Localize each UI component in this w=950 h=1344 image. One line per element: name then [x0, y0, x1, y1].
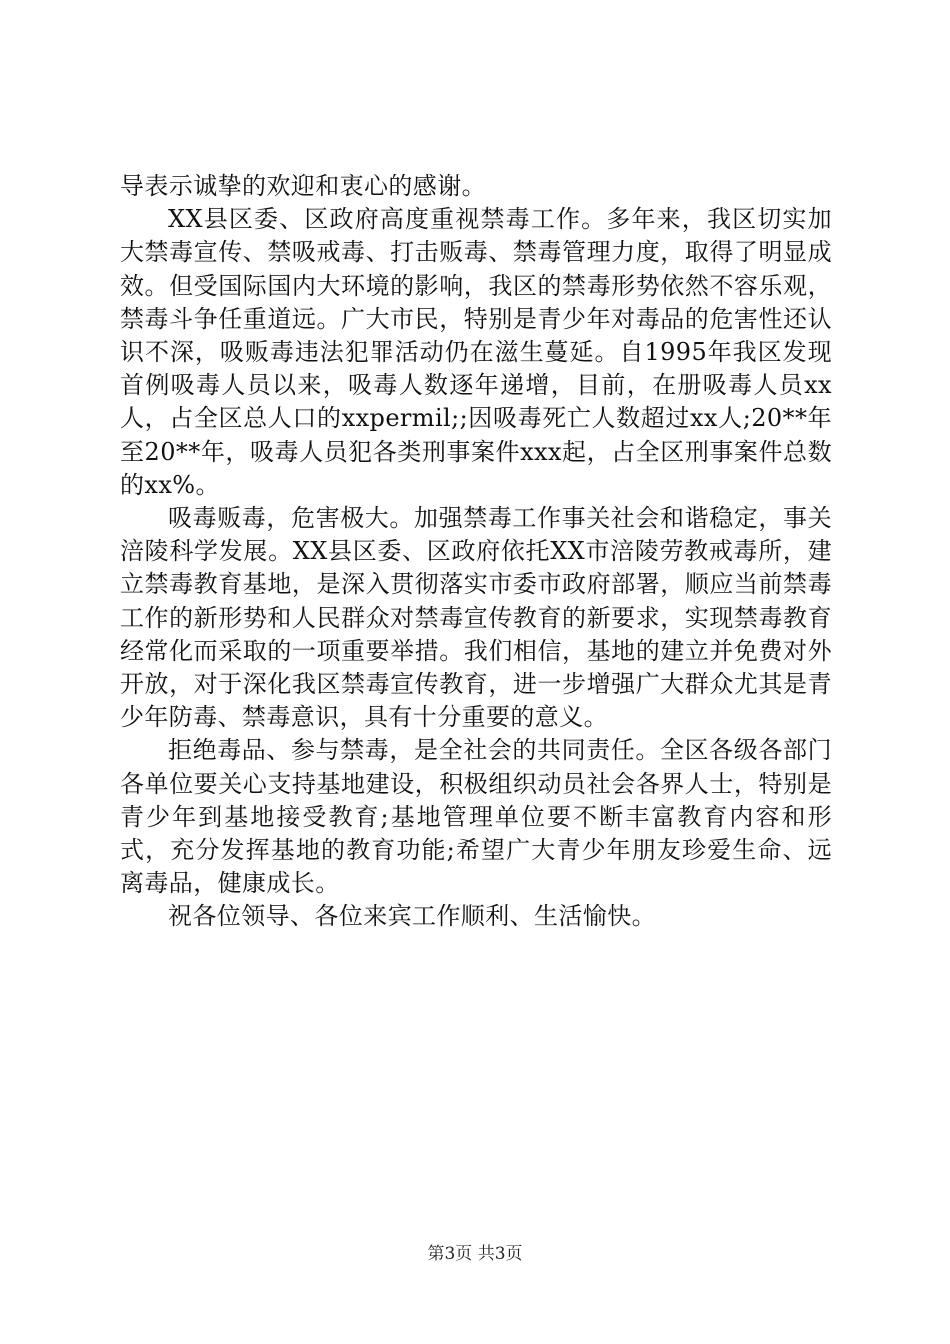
paragraph-continuation: 导表示诚挚的欢迎和衷心的感谢。	[120, 172, 486, 200]
paragraph-closing-wishes: 祝各位领导、各位来宾工作顺利、生活愉快。	[168, 902, 656, 931]
document-body	[120, 170, 832, 934]
paragraph-education-base: 吸毒贩毒，危害极大。加强禁毒工作事关社会和谐稳定，事关涪陵科学发展。XX县区委、区政府依托XX市涪陵劳教戒毒所，建立禁毒教育基地，是深入贯彻落实市委市政府部署，顺应当前禁毒工作的新形势和人民群众对禁毒宣传教育的新要求，实现禁毒教育经常化而采取的一项重要举措。我们相信，基地的建立并免费对外开放，对于深化我区禁毒宣传教育，进一步增强广大群众尤其是青少年防毒、禁毒意识，具有十分重要的意义。	[120, 504, 832, 732]
paragraph-shared-responsibility: 拒绝毒品、参与禁毒，是全社会的共同责任。全区各级各部门各单位要关心支持基地建设，积极组织动员社会各界人士，特别是青少年到基地接受教育;基地管理单位要不断丰富教育内容和形式，充分发挥基地的教育功能;希望广大青少年朋友珍爱生命、远离毒品，健康成长。	[120, 736, 832, 898]
paragraph-drug-situation: XX县区委、区政府高度重视禁毒工作。多年来，我区切实加大禁毒宣传、禁吸戒毒、打击贩毒、禁毒管理力度，取得了明显成效。但受国际国内大环境的影响，我区的禁毒形势依然不容乐观，禁毒斗争任重道远。广大市民，特别是青少年对毒品的危害性还认识不深，吸贩毒违法犯罪活动仍在滋生蔓延。自1995年我区发现首例吸毒人员以来，吸毒人数逐年递增，目前，在册吸毒人员xx人，占全区总人口的xxpermil;;因吸毒死亡人数超过xx人;20**年至20**年，吸毒人员犯各类刑事案件xxx起，占全区刑事案件总数的xx%。	[120, 205, 832, 499]
page-footer: 第3页 共3页	[427, 1244, 523, 1264]
